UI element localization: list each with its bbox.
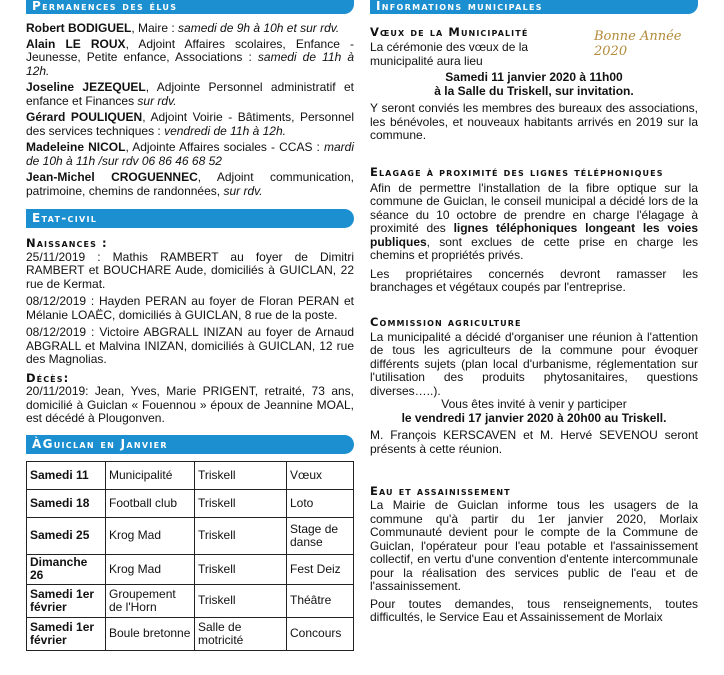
voeux-section	[370, 25, 698, 143]
eau-p2: Pour toutes demandes, tous renseignements, toutes difficultés, le Service Eau et Assainissement de Morlaix	[370, 596, 698, 624]
agenda-table	[26, 461, 354, 651]
table-row	[27, 617, 354, 650]
agenda-date: Samedi 25	[27, 517, 106, 554]
agenda-place: Triskell	[195, 489, 287, 517]
agenda-place: Triskell	[195, 584, 287, 617]
naissance-entry: 08/12/2019 : Hayden PERAN au foyer de Floran PERAN et Mélanie LOAËC, domiciliés à GUICLAN, 8 rue de la poste.	[26, 294, 354, 322]
agenda-event: Vœux	[287, 461, 354, 489]
elagage-p2: Les propriétaires concernés devront ramasser les branchages et végétaux coupés par l'entreprise.	[370, 266, 698, 294]
voeux-title: Vœux de la Municipalité	[370, 25, 529, 39]
agenda-place: Salle de motricité	[195, 617, 287, 650]
agenda-date: Samedi 1er février	[27, 617, 106, 650]
agenda-event: Théâtre	[287, 584, 354, 617]
agriculture-date: le vendredi 17 janvier 2020 à 20h00 au Triskell.	[401, 410, 667, 425]
deces-entry: 20/11/2019: Jean, Yves, Marie PRIGENT, retraité, 73 ans, domicilié à Guiclan « Fouennou » époux de Jeannine MOAL, est décédé à Plougonven.	[26, 384, 354, 425]
agenda-organizer: Groupement de l'Horn	[106, 584, 195, 617]
infos-title: Informations municipales	[376, 0, 543, 13]
infos-band	[370, 0, 698, 14]
eau-p1: La Mairie de Guiclan informe tous les usagers de la commune qu'à partir du 1er janvier 2020, Morlaix Communauté devient pour le compte de la Commune de Guiclan, l'opérateur pour l'eau potable et l'assainissement collectif, en vertu d'une convention d'entente intercommunale pour la réalisation des services public de l'eau et de l'assainissement.	[370, 498, 698, 593]
agenda-organizer: Krog Mad	[106, 554, 195, 584]
permanence-entry: Robert BODIGUEL, Maire : samedi de 9h à 10h et sur rdv.	[26, 21, 340, 35]
etat-civil-content	[26, 237, 354, 426]
agenda-place: Triskell	[195, 517, 287, 554]
agenda-date: Samedi 11	[27, 461, 106, 489]
etat-civil-band	[26, 209, 354, 228]
right-column	[370, 0, 698, 625]
permanences-title: Permanences des élus	[32, 0, 178, 13]
table-row	[27, 461, 354, 489]
permanences-band	[26, 0, 354, 14]
permanence-entry: Gérard POULIQUEN, Adjoint Voirie - Bâtiments, Personnel des services techniques : vendredi de 11h à 12h.	[26, 110, 354, 138]
agenda-event: Loto	[287, 489, 354, 517]
elagage-section	[370, 165, 698, 295]
permanence-entry: Alain LE ROUX, Adjoint Affaires scolaires, Enfance - Jeunesse, Petite enfance, Associations : samedi de 11h à 12h.	[26, 36, 354, 78]
eau-title: Eau et assainissement	[370, 484, 511, 498]
agenda-event: Fest Deiz	[287, 554, 354, 584]
agenda-organizer: Football club	[106, 489, 195, 517]
voeux-place: à la Salle du Triskell, sur invitation.	[434, 83, 634, 98]
naissance-entry: 25/11/2019 : Mathis RAMBERT au foyer de Dimitri RAMBERT et BOUCHARE Aude, domiciliés à GUICLAN, 22 rue de Kermat.	[26, 249, 354, 291]
permanence-entry: Jean-Michel CROGUENNEC, Adjoint communication, patrimoine, chemins de randonnées, sur rdv.	[26, 170, 354, 198]
agenda-date: Samedi 18	[27, 489, 106, 517]
bonne-annee-badge: Bonne Année 2020	[594, 29, 682, 59]
permanence-entry: Joseline JEZEQUEL, Adjointe Personnel administratif et enfance et Finances sur rdv.	[26, 80, 355, 108]
voeux-intro: La cérémonie des vœux de la municipalité aura lieu	[370, 40, 529, 68]
agriculture-p1: La municipalité a décidé d'organiser une réunion à l'attention de tous les agriculteurs de la commune pour évoquer différents sujets (plan local d'urbanisme, réglementation sur l'utilisation des produits phytosanitaires, questions diverses…..).	[370, 329, 698, 398]
agriculture-p3: M. François KERSCAVEN et M. Hervé SEVENOU seront présents à cette réunion.	[370, 428, 698, 456]
naissances-title: Naissances :	[26, 236, 108, 250]
agriculture-section	[370, 315, 698, 457]
deces-title: Décès:	[26, 370, 70, 385]
permanences-list	[26, 22, 354, 198]
agenda-organizer: Boule bretonne	[106, 617, 195, 650]
table-row	[27, 554, 354, 584]
etat-civil-title: Etat-civil	[32, 211, 98, 225]
voeux-date: Samedi 11 janvier 2020 à 11h00	[445, 70, 623, 84]
left-column	[26, 0, 354, 651]
table-row	[27, 517, 354, 554]
agenda-event: Concours	[287, 617, 354, 650]
agenda-date: Dimanche 26	[27, 554, 106, 584]
permanence-entry: Madeleine NICOL, Adjointe Affaires sociales - CCAS : mardi de 10h à 11h /sur rdv 06 86 46 68 52	[26, 140, 355, 168]
table-row	[27, 584, 354, 617]
agenda-organizer: Krog Mad	[106, 517, 195, 554]
agenda-place: Triskell	[195, 461, 287, 489]
voeux-body: Y seront conviés les membres des bureaux des associations, les bénévoles, et nouveaux habitants arrivés en 2019 sur la commune.	[370, 101, 698, 142]
agriculture-invite: Vous êtes invité à venir y participer	[441, 397, 627, 411]
agenda-organizer: Municipalité	[106, 461, 195, 489]
agenda-event: Stage de danse	[287, 517, 354, 554]
table-row	[27, 489, 354, 517]
agenda-band	[26, 435, 354, 454]
naissance-entry: 08/12/2019 : Victoire ABGRALL INIZAN au foyer de Arnaud ABGRALL et Malvina INIZAN, domiciliés à GUICLAN, 12 rue des Magnolias.	[26, 325, 354, 366]
agenda-date: Samedi 1er février	[27, 584, 106, 617]
agenda-title: ÀGuiclan en Janvier	[32, 436, 168, 451]
elagage-p1: Afin de permettre l'installation de la fibre optique sur la commune de Guiclan, le conseil municipal a décidé lors de la séance du 10 octobre de prendre en charge l'élagage à proximité des lignes téléphoniques longeant les voies publiques, sont exclues de cette prise en charge les chemins et propriétés privés.	[370, 180, 698, 262]
eau-section	[370, 484, 698, 625]
agenda-place: Triskell	[195, 554, 287, 584]
elagage-title: Elagage à proximité des lignes téléphoniques	[370, 164, 664, 179]
agriculture-title: Commission agriculture	[370, 314, 522, 329]
